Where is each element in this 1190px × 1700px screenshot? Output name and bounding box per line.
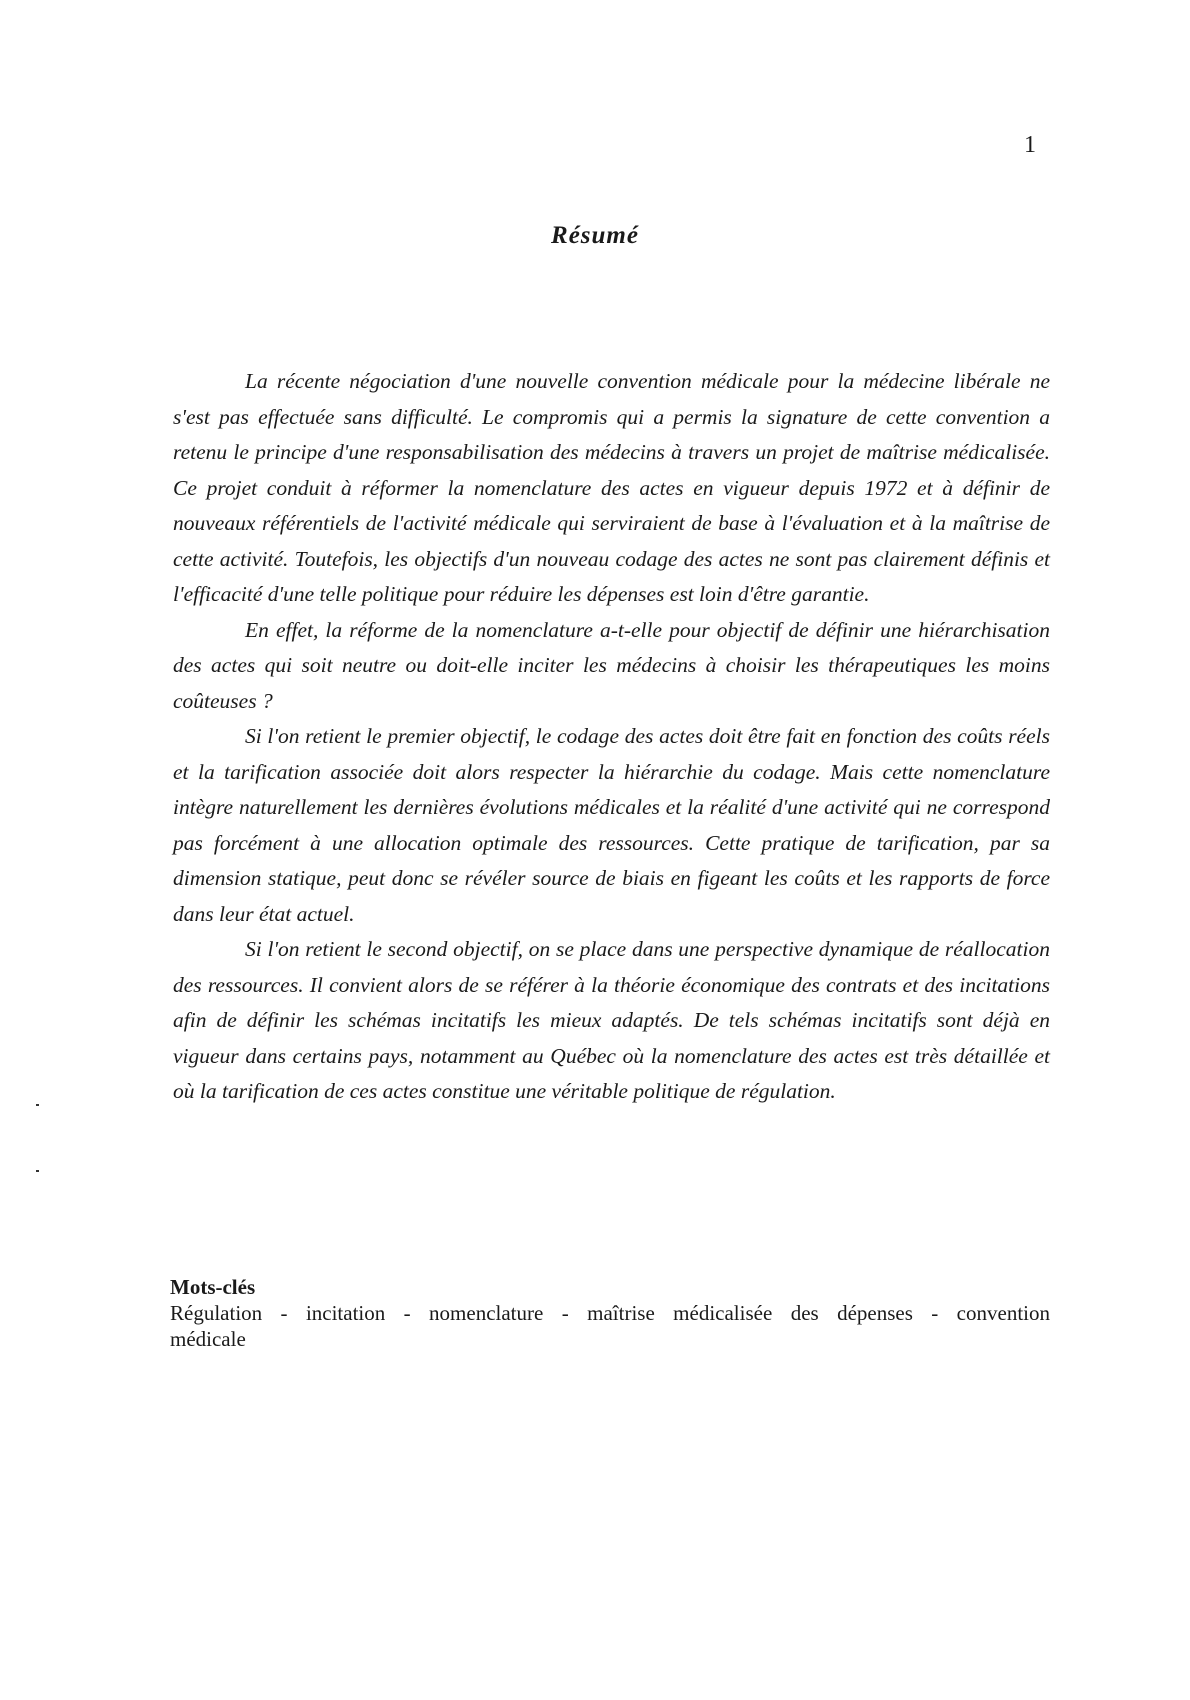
abstract-paragraph: La récente négociation d'une nouvelle convention médicale pour la médecine libérale ne s'est pas effectuée sans difficulté. Le compromis qui a permis la signature de cette convention a retenu le principe d'une responsabilisation des médecins à travers un projet de maîtrise médicalisée. Ce projet conduit à réformer la nomenclature des actes en vigueur depuis 1972 et à définir de nouveaux référentiels de l'activité médicale qui serviraient de base à l'évaluation et à la maîtrise de cette activité. Toutefois, les objectifs d'un nouveau codage des actes ne sont pas clairement définis et l'efficacité d'une telle politique pour réduire les dépenses est loin d'être garantie.	[173, 369, 1050, 606]
keywords-list: Régulation - incitation - nomenclature - maîtrise médicalisée des dépenses - convention médicale	[170, 1301, 1050, 1351]
scan-speck	[36, 1104, 39, 1106]
abstract-title: Résumé	[551, 222, 639, 249]
page-number: 1	[1024, 132, 1036, 158]
abstract-paragraph: En effet, la réforme de la nomenclature a-t-elle pour objectif de définir une hiérarchisation des actes qui soit neutre ou doit-elle inciter les médecins à choisir les thérapeutiques les moins coûteuses ?	[173, 617, 1050, 713]
abstract-paragraph: Si l'on retient le premier objectif, le codage des actes doit être fait en fonction des coûts réels et la tarification associée doit alors respecter la hiérarchie du codage. Mais cette nomenclature intègre naturellement les dernières évolutions médicales et la réalité d'une activité qui ne correspond pas forcément à une allocation optimale des ressources. Cette pratique de tarification, par sa dimension statique, peut donc se révéler source de biais en figeant les coûts et les rapports de force dans leur état actuel.	[173, 724, 1050, 926]
abstract-body	[173, 364, 1050, 1110]
scan-speck	[36, 1170, 39, 1172]
keywords-heading: Mots-clés	[170, 1275, 256, 1299]
keywords-section	[170, 1274, 1050, 1352]
abstract-paragraph: Si l'on retient le second objectif, on se place dans une perspective dynamique de réallocation des ressources. Il convient alors de se référer à la théorie économique des contrats et des incitations afin de définir les schémas incitatifs les mieux adaptés. De tels schémas incitatifs sont déjà en vigueur dans certains pays, notamment au Québec où la nomenclature des actes est très détaillée et où la tarification de ces actes constitue une véritable politique de régulation.	[173, 937, 1050, 1103]
